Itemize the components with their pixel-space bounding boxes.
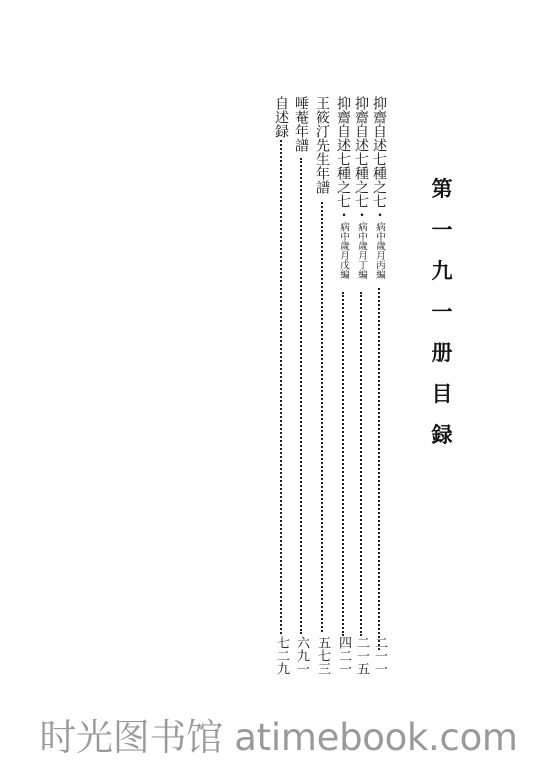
toc-entry-title [352, 96, 370, 279]
toc-entry-title [272, 96, 290, 138]
toc-entry-title [313, 96, 331, 194]
leader-dots [378, 288, 382, 650]
toc-entry-main: 抑齋自述七種之七・ [335, 96, 351, 222]
leader-dots [300, 158, 304, 634]
toc-entry-page: 二一一 [372, 636, 387, 675]
title-char: 録 [431, 422, 453, 447]
toc-entry-title [370, 96, 388, 279]
toc-entry-title [334, 96, 352, 279]
title-char: 一 [431, 217, 453, 242]
page-title [427, 178, 457, 465]
toc-entry-page: 二一五 [354, 636, 369, 675]
toc-entry [352, 96, 372, 686]
toc-entry [292, 96, 312, 686]
toc-entry-page: 五七三 [315, 636, 330, 675]
title-char: 目 [431, 381, 453, 406]
toc-entry-page: 七二九 [274, 636, 289, 675]
title-char: 九 [431, 258, 453, 283]
title-char: 册 [431, 340, 453, 365]
leader-dots [360, 292, 364, 636]
title-char: 一 [431, 299, 453, 324]
toc-entry-main: 抑齋自述七種之七・ [371, 96, 387, 222]
toc-entry-page: 六九一 [294, 636, 309, 675]
toc-entry [313, 96, 333, 686]
watermark: 时光图书馆 atimebook.com [39, 716, 518, 759]
toc-entry [334, 96, 354, 686]
leader-dots [321, 202, 325, 632]
toc-entry-page: 四二一 [336, 636, 351, 675]
toc-entry [272, 96, 292, 686]
title-char: 第 [431, 176, 453, 201]
leader-dots [280, 140, 284, 634]
toc-entry-subtitle: 病中歲月戊編 [338, 222, 349, 279]
toc-entry-main: 唾菴年譜 [293, 96, 309, 152]
toc-entry [370, 96, 390, 686]
leader-dots [342, 292, 346, 636]
toc-entry-title [292, 96, 310, 152]
toc-entry-subtitle: 病中歲月丙編 [374, 222, 385, 279]
toc-entry-main: 王筱汀先生年譜 [314, 96, 330, 194]
toc-entry-main: 自述録 [273, 96, 289, 138]
toc-entry-main: 抑齋自述七種之七・ [353, 96, 369, 222]
toc-entry-subtitle: 病中歲月丁編 [356, 222, 367, 279]
